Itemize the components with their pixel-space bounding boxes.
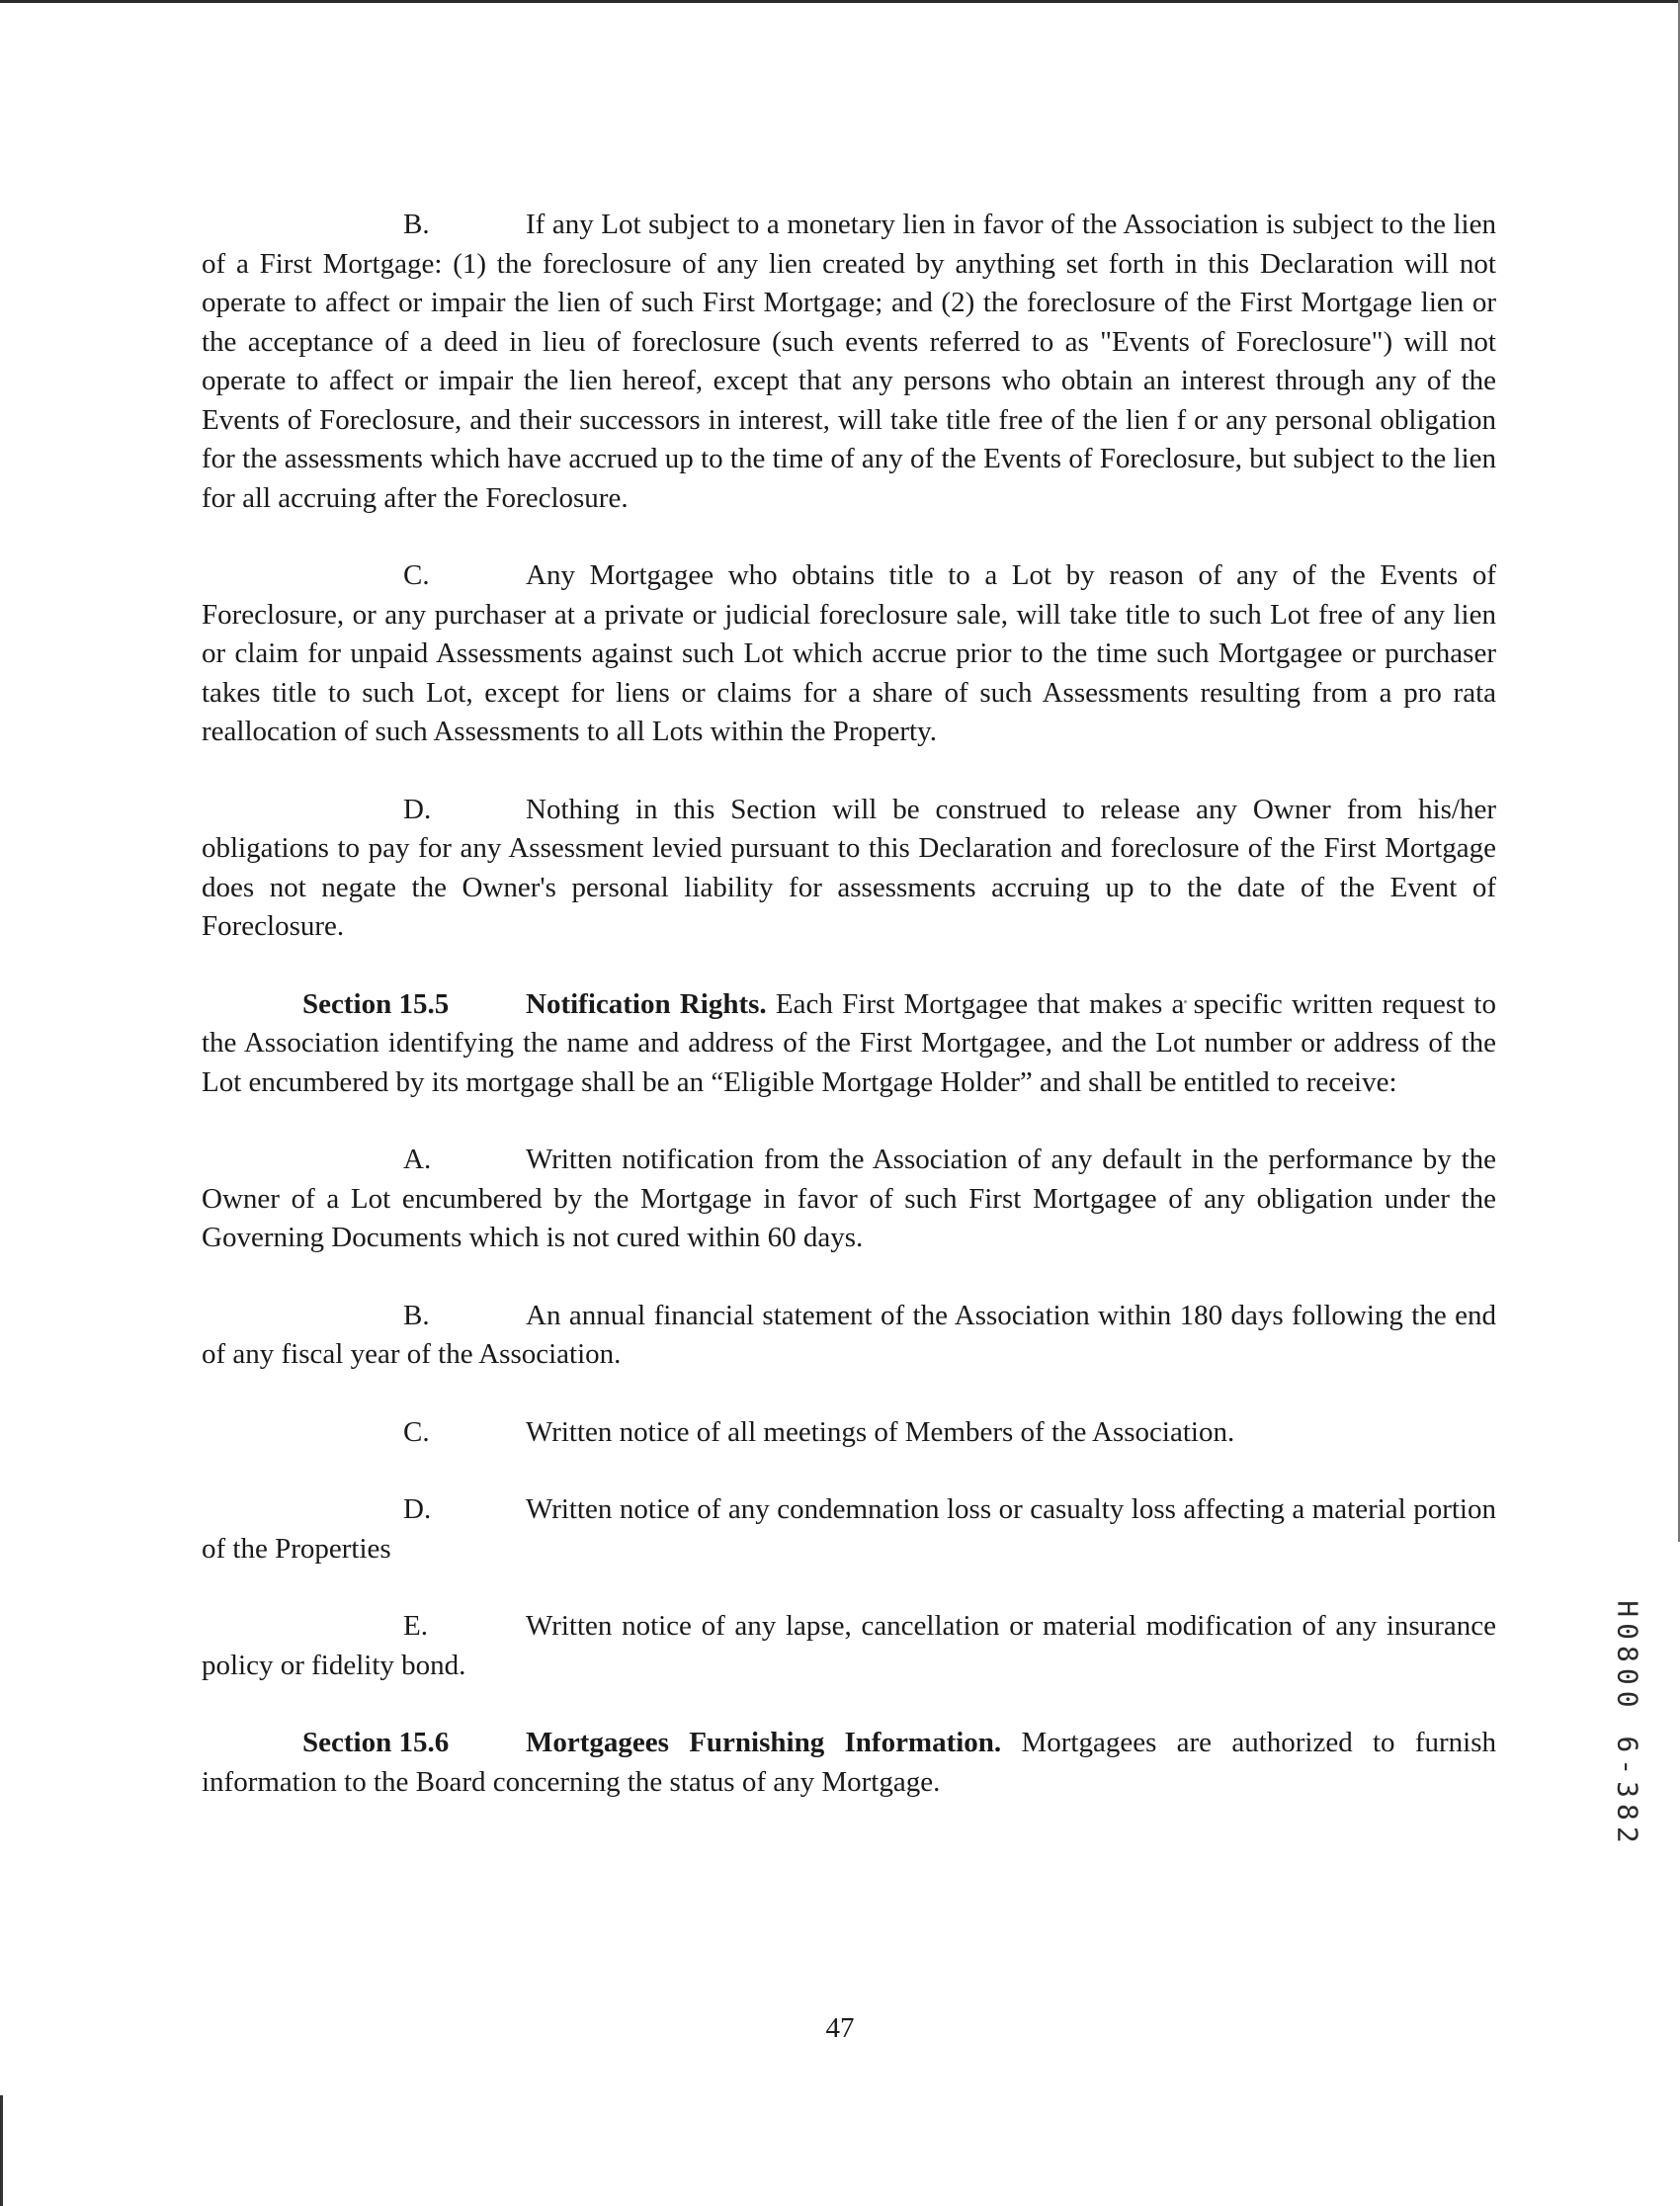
paragraph-15-4-c [202,556,1496,752]
paragraph-text: Nothing in this Section will be construed to release any Owner from his/her obligations to pay for any Assessment levied pursuant to this Declaration and foreclosure of the First Mortgage does not negate the Owner's personal liability for assessments accruing up to the date of the Event of Foreclosure. [202,793,1496,942]
paragraph-text: Written notice of all meetings of Members of the Association. [526,1415,1235,1448]
margin-stamp [1608,1591,1647,1858]
section-title: Mortgagees Furnishing Information. [526,1727,1002,1758]
page-number: 47 [825,2012,855,2044]
margin-stamp-text: H0800 6-382 [1611,1600,1644,1849]
section-15-5 [202,985,1496,1103]
section-number: Section 15.6 [302,1727,450,1758]
paragraph-15-5-d [202,1490,1496,1569]
paragraph-15-5-c [202,1413,1496,1453]
paragraph-15-5-b [202,1297,1496,1375]
paragraph-text: Any Mortgagee who obtains title to a Lot by reason of any of the Events of Foreclosure, or any purchaser at a private or judicial foreclosure sale, will take title to such Lot free of any lien or claim for unpaid Assessments against such Lot which accrue prior to the time such Mortgagee or purchaser takes title to such Lot, except for liens or claims for a share of such Assessments resulting from a pro rata reallocation of such Assessments to all Lots within the Property. [202,559,1496,747]
subsection-letter: A. [403,1144,432,1175]
subsection-letter: C. [403,1415,430,1448]
subsection-letter: D. [403,1493,432,1525]
scan-edge-top [0,0,1680,3]
subsection-letter: C. [403,559,430,591]
paragraph-text: Each First Mortgagee that makes a specific written request to the Association identifying the name and address of the First Mortgagee, and the Lot number or address of the Lot encumbered by its mortgage shall be an “Eligible Mortgage Holder” and shall be entitled to receive: [202,987,1496,1098]
paragraph-text: If any Lot subject to a monetary lien in favor of the Association is subject to the lien of a First Mortgage: (1) the foreclosure of any lien created by anything set forth in this Declaration will not operate to affect or impair the lien of such First Mortgage; and (2) the foreclosure of the First Mortgage lien or the acceptance of a deed in lieu of foreclosure (such events referred to as "Events of Foreclosure") will not operate to affect or impair the lien hereof, except that any persons who obtain an interest through any of the Events of Foreclosure, and their successors in interest, will take title free of the lien f or any personal obligation for the assessments which have accrued up to the time of any of the Events of Foreclosure, but subject to the lien for all accruing after the Foreclosure. [202,209,1496,514]
paragraph-text: Written notice of any lapse, cancellation or material modification of any insurance policy or fidelity bond. [202,1610,1496,1681]
section-number: Section 15.5 [302,987,450,1020]
paragraph-text: Written notice of any condemnation loss or casualty loss affecting a material portion of the Properties [202,1493,1496,1565]
subsection-letter: B. [403,1299,430,1331]
scan-edge-left [0,2095,3,2206]
paragraph-text: Written notification from the Association of any default in the performance by the Owner of a Lot encumbered by the Mortgage in favor of such First Mortgagee of any obligation under the Governing Documents which is not cured within 60 days. [202,1144,1496,1253]
paragraph-text: An annual financial statement of the Association within 180 days following the end of any fiscal year of the Association. [202,1299,1496,1370]
section-15-6 [202,1724,1496,1802]
subsection-letter: E. [403,1610,428,1642]
paragraph-15-4-d [202,791,1496,947]
subsection-letter: B. [403,209,430,240]
paragraph-15-4-b [202,206,1496,518]
document-body [202,206,1496,1840]
paragraph-15-5-a [202,1141,1496,1258]
section-title: Notification Rights. [526,987,767,1020]
paragraph-15-5-e [202,1607,1496,1685]
subsection-letter: D. [403,793,432,825]
paragraph-text: Mortgagees are authorized to furnish information to the Board concerning the status of any Mortgage. [202,1727,1496,1798]
